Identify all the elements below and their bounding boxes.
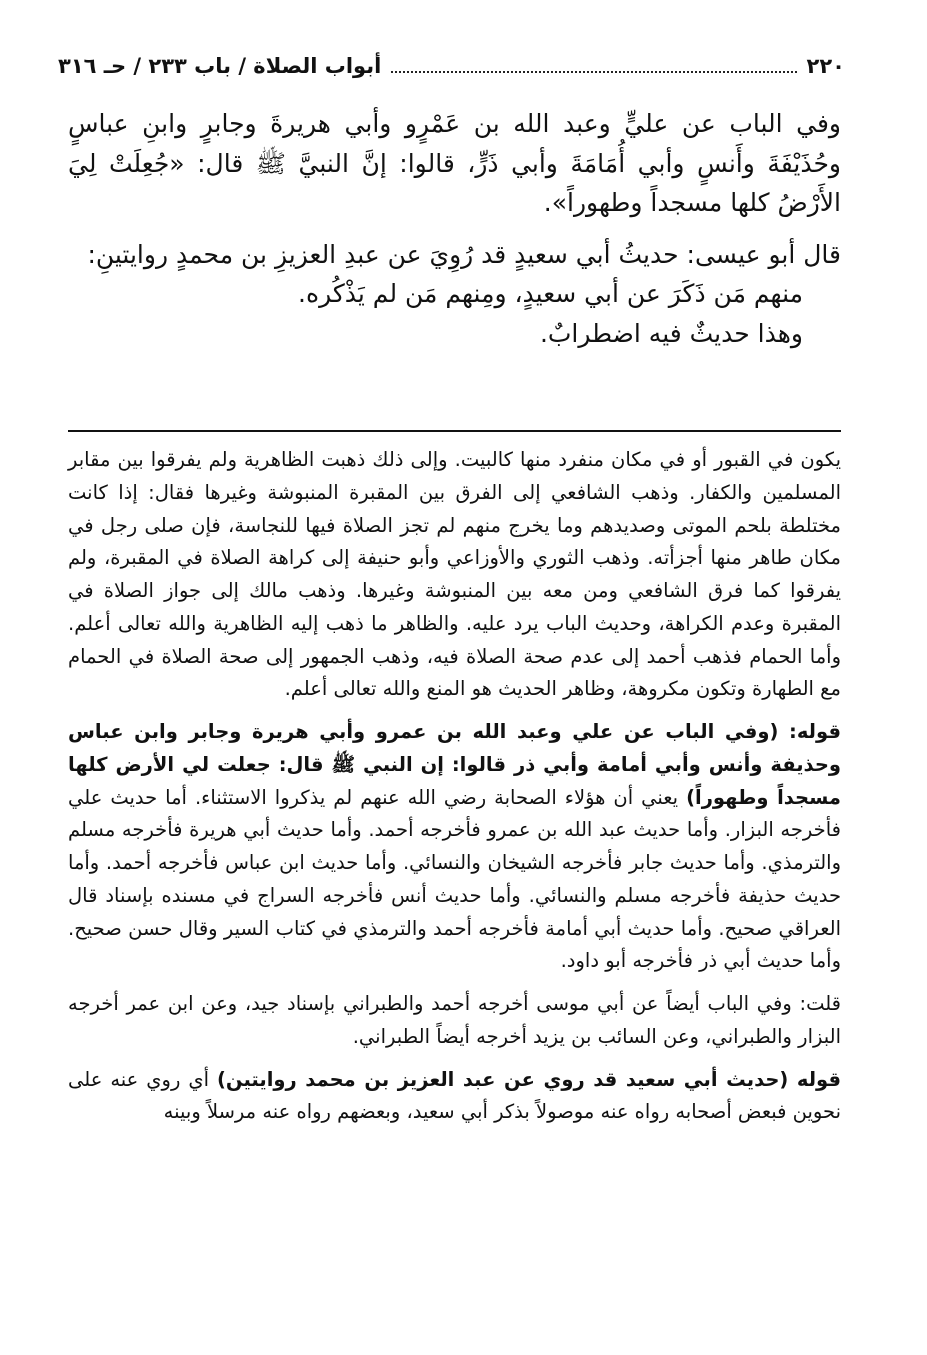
commentary-paragraph-1: يكون في القبور أو في مكان منفرد منها كالبيت. وإلى ذلك ذهبت الظاهرية ولم يفرقوا بين مقابر المسلمين والكفار. وذهب الشافعي إلى الفرق بين المقبرة المنبوشة وغيرها فقال: إذا كانت مختلطة بلحم الموتى وصديدهم وما يخرج منهم لم تجز الصلاة فيها للنجاسة، فإن صلى رجل في مكان طاهر منها أجزأته. وذهب الثوري والأوزاعي وأبو حنيفة إلى كراهة الصلاة في المقبرة، ولم يفرقوا كما فرق الشافعي ومن معه بين المنبوشة وغيرها. وذهب مالك إلى جواز الصلاة في المقبرة وعدم الكراهة، وحديث الباب يرد عليه. والظاهر ما ذهب إليه الظاهرية والله تعالى أعلم. وأما الحمام فذهب أحمد إلى عدم صحة الصلاة فيه، وذهب الجمهور إلى صحة الصلاة في الحمام مع الطهارة وتكون مكروهة، وظاهر الحديث هو المنع والله تعالى أعلم. xyxy=(68,448,841,701)
hadith-paragraph-2: قال أبو عيسى: حديثُ أبي سعيدٍ قد رُوِيَ عن عبدِ العزيزِ بن محمدٍ روايتينِ: xyxy=(87,239,841,269)
commentary-quote-2: قوله: (وفي الباب عن علي وعبد الله بن عمرو وأبي هريرة وجابر وابن عباس وحذيفة وأنس وأبي أمامة وأبي ذر قالوا: إن النبي ﷺ قال: جعلت لي الأرض كلها مسجداً وطهوراً) xyxy=(68,720,841,809)
hadith-text xyxy=(68,104,841,353)
running-title: أبواب الصلاة / باب ٢٣٣ / حـ ٣١٦ xyxy=(58,54,382,78)
page-number: ٢٢٠ xyxy=(806,54,845,78)
commentary-paragraph-2 xyxy=(68,716,841,978)
commentary xyxy=(68,444,841,1139)
header-dotted-leader xyxy=(391,57,796,73)
commentary-paragraph-3: قلت: وفي الباب أيضاً عن أبي موسى أخرجه أحمد والطبراني بإسناد جيد، وعن ابن عمر أخرجه البزار والطبراني، وعن السائب بن يزيد أخرجه أيضاً الطبراني. xyxy=(68,992,841,1048)
commentary-text-2: يعني أن هؤلاء الصحابة رضي الله عنهم لم يذكروا الاستثناء. أما حديث علي فأخرجه البزار. وأما حديث عبد الله بن عمرو فأخرجه أحمد. وأما حديث أبي هريرة فأخرجه مسلم والترمذي. وأما حديث جابر فأخرجه الشيخان والنسائي. وأما حديث ابن عباس فأخرجه أحمد. وأما حديث حذيفة فأخرجه مسلم والنسائي. وأما حديث أنس فأخرجه السراج في مسنده بإسناد قال العراقي صحيح. وأما حديث أبي أمامة فأخرجه أحمد والترمذي في كتاب السير وقال حسن صحيح. وأما حديث أبي ذر فأخرجه أبو داود. xyxy=(68,785,841,973)
commentary-text-4: أي روي عنه على نحوين فبعض أصحابه رواه عنه موصولاً بذكر أبي سعيد، وبعضهم رواه عنه مرسلاً وبينه xyxy=(68,1067,841,1124)
commentary-quote-4: قوله (حديث أبي سعيد قد روي عن عبد العزيز بن محمد روايتين) xyxy=(217,1067,842,1091)
commentary-paragraph-4 xyxy=(68,1064,841,1130)
hadith-paragraph-1: وفي الباب عن عليٍّ وعبد الله بن عَمْرٍو وأبي هريرةَ وجابرٍ وابنِ عباسٍ وحُذَيْفَةَ وأَنسٍ وأبي أُمَامَةَ وأبي ذَرٍّ، قالوا: إنَّ النبيَّ ﷺ قال: «جُعِلَتْ لِيَ الأَرْضُ كلها مسجداً وطهوراً». xyxy=(68,109,841,217)
page-header xyxy=(58,54,845,78)
section-divider xyxy=(68,430,841,432)
hadith-paragraph-3: منهم مَن ذَكَرَ عن أبي سعيدٍ، ومِنهم مَن لم يَذْكُره. xyxy=(298,279,803,308)
hadith-paragraph-4: وهذا حديثٌ فيه اضطرابٌ. xyxy=(539,318,803,348)
